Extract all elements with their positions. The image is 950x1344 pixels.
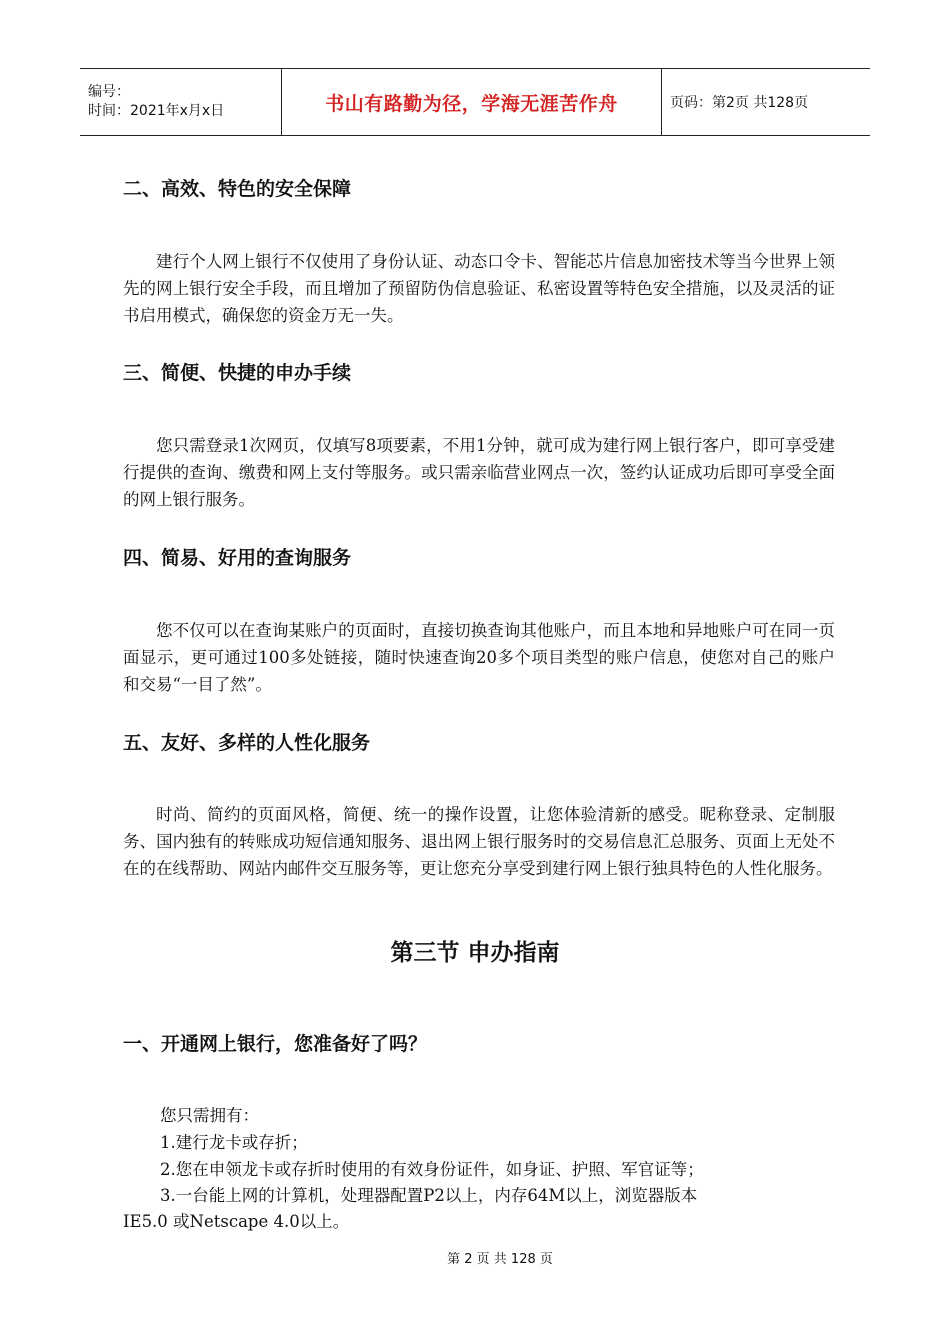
section-paragraph-application: 您只需登录1次网页，仅填写8项要素，不用1分钟，就可成为建行网上银行客户，即可享受建行提供的查询、缴费和网上支付等服务。或只需亲临营业网点一次，签约认证成功后即可享受全面的网上银行服务。 — [123, 436, 835, 509]
guide-item-3-continued: IE5.0 或Netscape 4.0以上。 — [123, 1212, 350, 1231]
header-motto: 书山有路勤为径，学海无涯苦作舟 — [325, 92, 618, 115]
chapter-title: 第三节 申办指南 — [390, 940, 560, 966]
header-motto-cell — [282, 69, 662, 135]
section-heading-security: 二、高效、特色的安全保障 — [123, 178, 352, 200]
document-date-label: 时间：2021年x月x日 — [88, 103, 225, 119]
section-paragraph-personalized: 时尚、简约的页面风格，简便、统一的操作设置，让您体验清新的感受。昵称登录、定制服务、国内独有的转账成功短信通知服务、退出网上银行服务时的交易信息汇总服务、页面上无处不在的在线帮助、网站内邮件交互服务等，更让您充分享受到建行网上银行独具特色的人性化服务。 — [123, 805, 835, 878]
header-page-cell — [662, 69, 870, 135]
section-heading-personalized: 五、友好、多样的人性化服务 — [123, 732, 371, 754]
section-paragraph-security: 建行个人网上银行不仅使用了身份认证、动态口令卡、智能芯片信息加密技术等当今世界上领先的网上银行安全手段，而且增加了预留防伪信息验证、私密设置等特色安全措施，以及灵活的证书启用模式，确保您的资金万无一失。 — [123, 252, 835, 325]
header-meta-cell — [80, 69, 282, 135]
section-paragraph-query: 您不仅可以在查询某账户的页面时，直接切换查询其他账户，而且本地和异地账户可在同一页面显示，更可通过100多处链接，随时快速查询20多个项目类型的账户信息，使您对自己的账户和交易“一目了然”。 — [123, 621, 835, 694]
guide-item-3: 3.一台能上网的计算机，处理器配置P2以上，内存64M以上，浏览器版本 — [160, 1186, 698, 1205]
guide-item-1: 1.建行龙卡或存折； — [160, 1133, 308, 1152]
page-footer — [0, 1248, 950, 1267]
document-number-label: 编号： — [88, 84, 130, 100]
section-heading-query: 四、简易、好用的查询服务 — [123, 547, 352, 569]
footer-page-number: 第 2 页 共 128 页 — [447, 1252, 553, 1267]
guide-heading: 一、开通网上银行，您准备好了吗？ — [123, 1033, 428, 1055]
header-page-info: 页码：第2页 共128页 — [670, 95, 809, 111]
guide-intro: 您只需拥有： — [160, 1106, 259, 1125]
section-heading-application: 三、简便、快捷的申办手续 — [123, 362, 352, 384]
page-header-table — [80, 68, 870, 136]
guide-item-2: 2.您在申领龙卡或存折时使用的有效身份证件，如身证、护照、军官证等； — [160, 1160, 704, 1179]
